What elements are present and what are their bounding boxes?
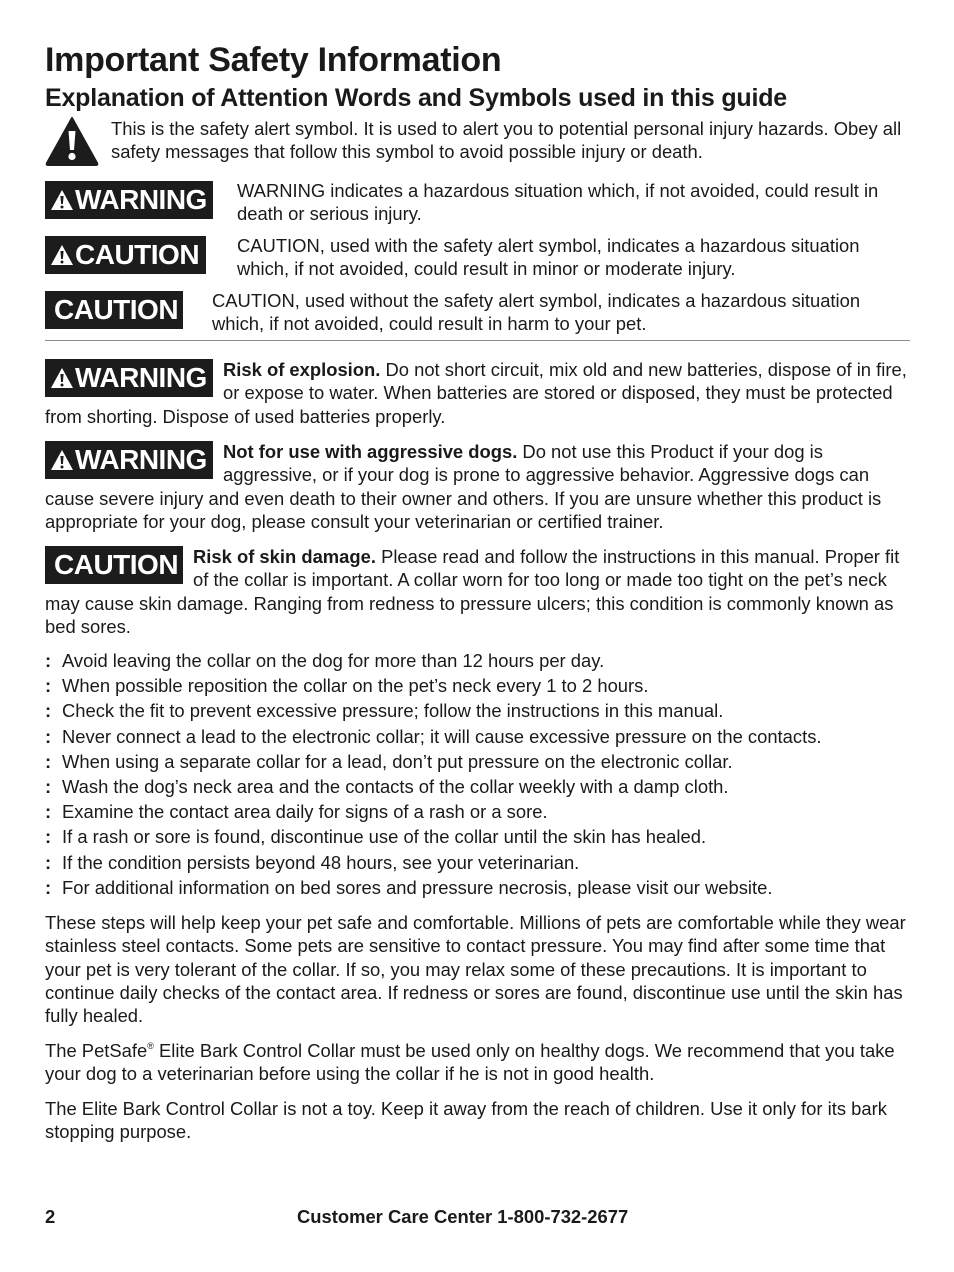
list-item-text: If the condition persists beyond 48 hours, see your veterinarian. (62, 851, 580, 873)
page-number: 2 (45, 1206, 56, 1227)
caution-plain-badge (45, 291, 183, 329)
paragraph-text: The PetSafe (45, 1040, 148, 1061)
skin-care-list (45, 648, 910, 900)
list-item-text: When using a separate collar for a lead, don’t put pressure on the electronic collar. (62, 750, 733, 772)
bullet-mark: : (45, 876, 52, 898)
list-item (45, 749, 910, 774)
notice-explosion (45, 358, 910, 428)
warning-definition: WARNING indicates a hazardous situation which, if not avoided, could result in death or serious injury. (237, 180, 879, 225)
notice-heading: Risk of skin damage. (193, 546, 376, 567)
bullet-mark: : (45, 851, 52, 873)
warning-badge (45, 181, 213, 219)
list-item (45, 648, 910, 673)
caution-symbol-definition: CAUTION, used with the safety alert symbol, indicates a hazardous situation which, if not avoided, could result in minor or moderate injury. (237, 235, 860, 280)
notice-aggressive-dogs (45, 440, 910, 533)
caution-badge (45, 546, 183, 584)
list-item (45, 850, 910, 875)
list-item-text: When possible reposition the collar on the pet’s neck every 1 to 2 hours. (62, 675, 649, 697)
safety-alert-triangle-icon (50, 449, 74, 471)
paragraph-not-a-toy: The Elite Bark Control Collar is not a toy. Keep it away from the reach of children. Use it only for its bark stopping purpose. (45, 1098, 887, 1143)
list-item (45, 673, 910, 698)
safety-alert-triangle-icon (45, 116, 99, 166)
paragraph-steps: These steps will help keep your pet safe and comfortable. Millions of pets are comfortable while they wear stainless steel contacts. Some pets are sensitive to contact pressure. You may find after some time that your pet is very tolerant of the collar. If so, you may relax some of these precautions. It is important to continue daily checks of the contact area. If redness or sores are found, discontinue use until the skin has fully healed. (45, 912, 906, 1027)
registered-mark: ® (147, 1041, 154, 1051)
list-item (45, 799, 910, 824)
list-item-text: For additional information on bed sores and pressure necrosis, please visit our website. (62, 876, 773, 898)
safety-alert-triangle-icon (50, 244, 74, 266)
section-divider (45, 340, 910, 341)
list-item-text: If a rash or sore is found, discontinue use of the collar until the skin has healed. (62, 826, 707, 848)
safety-alert-triangle-icon (50, 367, 74, 389)
warning-badge (45, 441, 213, 479)
caution-plain-label: CAUTION (54, 294, 179, 325)
list-item-text: Check the fit to prevent excessive pressure; follow the instructions in this manual. (62, 700, 724, 722)
bullet-mark: : (45, 801, 52, 823)
caution-symbol-badge (45, 236, 206, 274)
safety-alert-triangle-icon (50, 189, 74, 211)
caution-label: CAUTION (54, 549, 179, 580)
list-item (45, 875, 910, 900)
bullet-mark: : (45, 725, 52, 747)
customer-care-line: Customer Care Center 1-800-732-2677 (297, 1206, 629, 1227)
section-subtitle: Explanation of Attention Words and Symbols used in this guide (45, 84, 787, 112)
bullet-mark: : (45, 700, 52, 722)
notice-heading: Not for use with aggressive dogs. (223, 441, 518, 462)
list-item (45, 774, 910, 799)
bullet-mark: : (45, 650, 52, 671)
notice-text: Do not short circuit, mix old and new batteries, dispose of in fire, or expose to water. When batteries are stored or disposed, they must be protected from shorting. Dispose of used batteries properly. (45, 359, 907, 427)
alert-symbol-description: This is the safety alert symbol. It is used to alert you to potential personal injury hazards. Obey all safety messages that follow this symbol to avoid possible injury or death. (111, 118, 902, 163)
notice-skin-damage (45, 545, 910, 638)
list-item-text: Never connect a lead to the electronic collar; it will cause excessive pressure on the contacts. (62, 725, 822, 747)
bullet-mark: : (45, 775, 52, 797)
paragraph-healthy-dogs (45, 1039, 910, 1086)
warning-label: WARNING (75, 184, 207, 215)
bullet-mark: : (45, 750, 52, 772)
notice-text: Do not use this Product if your dog is aggressive, or if your dog is prone to aggressive behavior. Aggressive dogs can cause severe injury and even death to their owner and others. If you are unsure whether this product is appropriate for your dog, please consult your veterinarian or certified trainer. (45, 441, 882, 532)
page-title: Important Safety Information (45, 41, 502, 79)
caution-symbol-label: CAUTION (75, 239, 200, 270)
warning-label: WARNING (75, 362, 207, 393)
bullet-mark: : (45, 826, 52, 848)
warning-badge (45, 359, 213, 397)
list-item (45, 824, 910, 849)
list-item-text: Avoid leaving the collar on the dog for more than 12 hours per day. (62, 650, 605, 671)
list-item (45, 698, 910, 723)
notice-heading: Risk of explosion. (223, 359, 381, 380)
bullet-mark: : (45, 675, 52, 697)
list-item-text: Wash the dog’s neck area and the contacts of the collar weekly with a damp cloth. (62, 775, 729, 797)
warning-label: WARNING (75, 444, 207, 475)
list-item (45, 724, 910, 749)
caution-plain-definition: CAUTION, used without the safety alert symbol, indicates a hazardous situation which, if not avoided, could result in harm to your pet. (212, 290, 861, 335)
list-item-text: Examine the contact area daily for signs of a rash or a sore. (62, 801, 548, 823)
paragraph-text: Elite Bark Control Collar must be used only on healthy dogs. We recommend that you take your dog to a veterinarian before using the collar if he is not in good health. (45, 1040, 895, 1085)
notice-text: Please read and follow the instructions in this manual. Proper fit of the collar is important. A collar worn for too long or made too tight on the pet’s neck may cause skin damage. Ranging from redness to pressure ulcers; this condition is commonly known as bed sores. (45, 546, 900, 637)
